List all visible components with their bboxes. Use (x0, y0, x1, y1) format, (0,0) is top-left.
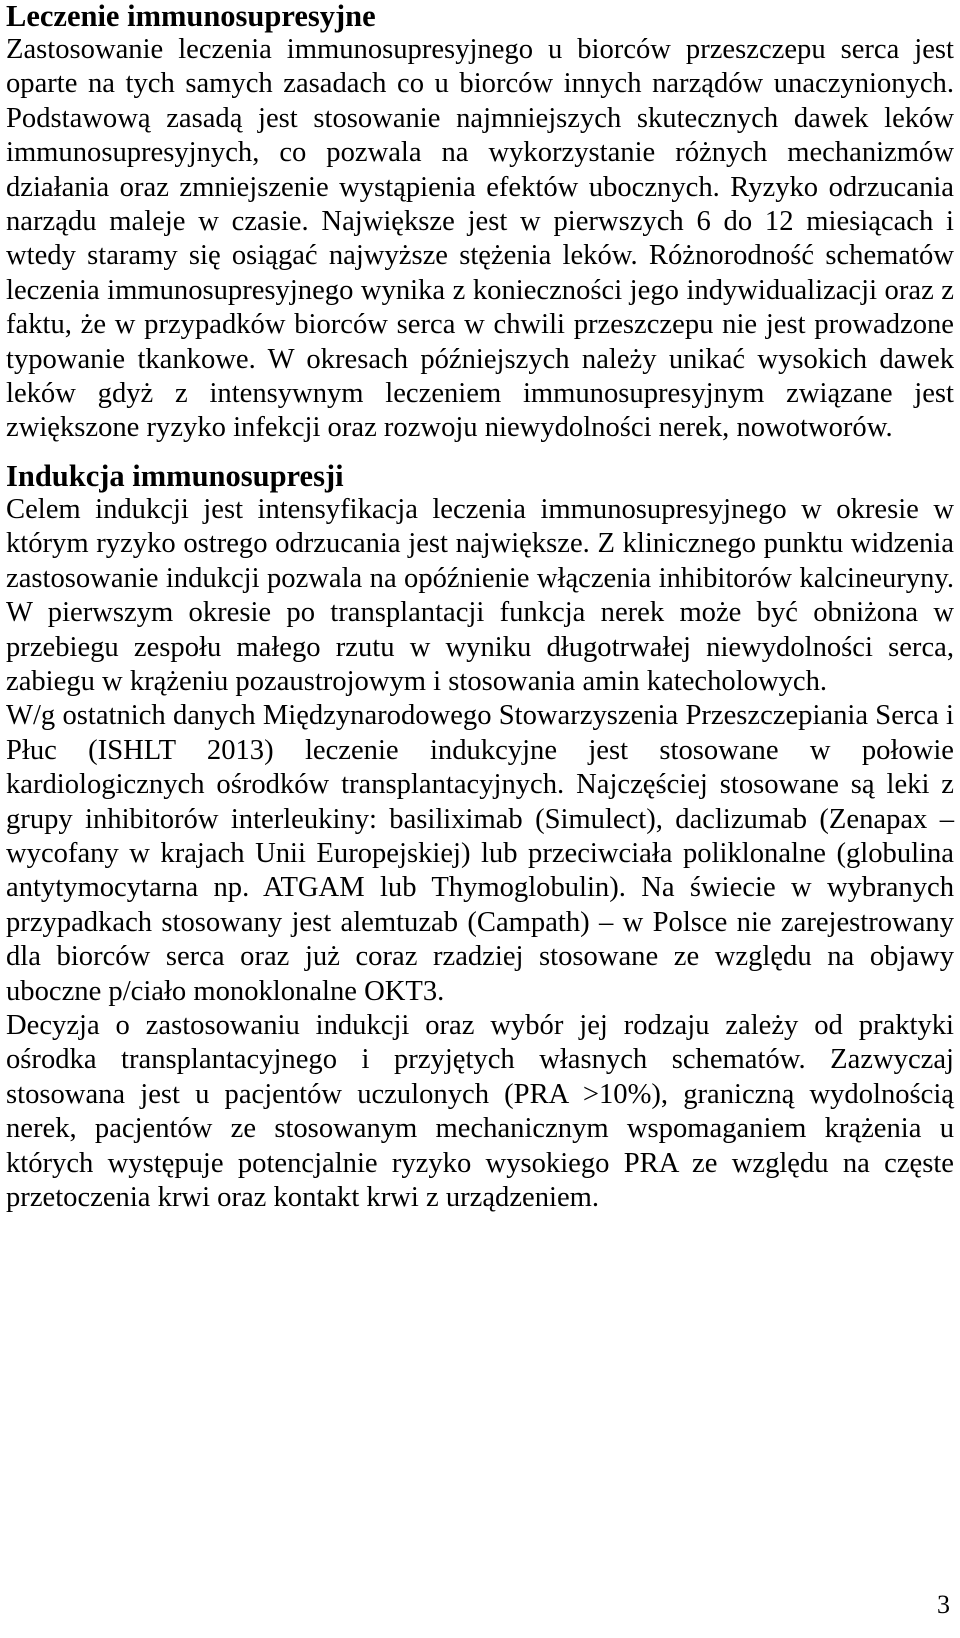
paragraph-ishlt-data: W/g ostatnich danych Międzynarodowego Stowarzyszenia Przeszczepiania Serca i Płuc (ISHLT 2013) leczenie indukcyjne jest stosowane w połowie kardiologicznych ośrodków transplantacyjnych. Najczęściej stosowane są leki z grupy inhibitorów interleukiny: basiliximab (Simulect), daclizumab (Zenapax – wycofany w krajach Unii Europejskiej) lub przeciwciała poliklonalne (globulina antytymocytarna np. ATGAM lub Thymoglobulin). Na świecie w wybranych przypadkach stosowany jest alemtuzab (Campath) – w Polsce nie zarejestrowany dla biorców serca oraz już coraz rzadziej stosowane ze względu na objawy uboczne p/ciało monoklonalne OKT3. (6, 700, 954, 1007)
document-page (6, 0, 954, 1215)
page-number: 3 (937, 1590, 950, 1619)
section-heading-induction: Indukcja immunosupresji (6, 458, 344, 493)
section-heading-immunosuppressive-treatment: Leczenie immunosupresyjne (6, 0, 376, 33)
paragraph-induction-goal: Celem indukcji jest intensyfikacja leczenia immunosupresyjnego w okresie w którym ryzyko ostrego odrzucania jest największe. Z klinicznego punktu widzenia zastosowanie indukcji pozwala na opóźnienie włączenia inhibitorów kalcineuryny. W pierwszym okresie po transplantacji funkcja nerek może być obniżona w przebiegu zespołu małego rzutu w wyniku długotrwałej niewydolności serca, zabiegu w krążeniu pozaustrojowym i stosowania amin katecholowych. (6, 493, 954, 697)
paragraph-induction-decision: Decyzja o zastosowaniu indukcji oraz wybór jej rodzaju zależy od praktyki ośrodka transplantacyjnego i przyjętych własnych schematów. Zazwyczaj stosowana jest u pacjentów uczulonych (PRA >10%), graniczną wydolnością nerek, pacjentów ze stosowanym mechanicznym wspomaganiem krążenia u których występuje potencjalnie ryzyko wysokiego PRA ze względu na częste przetoczenia krwi oraz kontakt krwi z urządzeniem. (6, 1009, 954, 1213)
paragraph-immunosuppressive-treatment: Zastosowanie leczenia immunosupresyjnego u biorców przeszczepu serca jest oparte na tych samych zasadach co u biorców innych narządów unaczynionych. Podstawową zasadą jest stosowanie najmniejszych skutecznych dawek leków immunosupresyjnych, co pozwala na wykorzystanie różnych mechanizmów działania oraz zmniejszenie wystąpienia efektów ubocznych. Ryzyko odrzucania narządu maleje w czasie. Największe jest w pierwszych 6 do 12 miesiącach i wtedy staramy się osiągać najwyższe stężenia leków. Różnorodność schematów leczenia immunosupresyjnego wynika z konieczności jego indywidualizacji oraz z faktu, że w przypadków biorców serca w chwili przeszczepu nie jest prowadzone typowanie tkankowe. W okresach późniejszych należy unikać wysokich dawek leków gdyż z intensywnym leczeniem immunosupresyjnym związane jest zwiększone ryzyko infekcji oraz rozwoju niewydolności nerek, nowotworów. (6, 34, 954, 444)
